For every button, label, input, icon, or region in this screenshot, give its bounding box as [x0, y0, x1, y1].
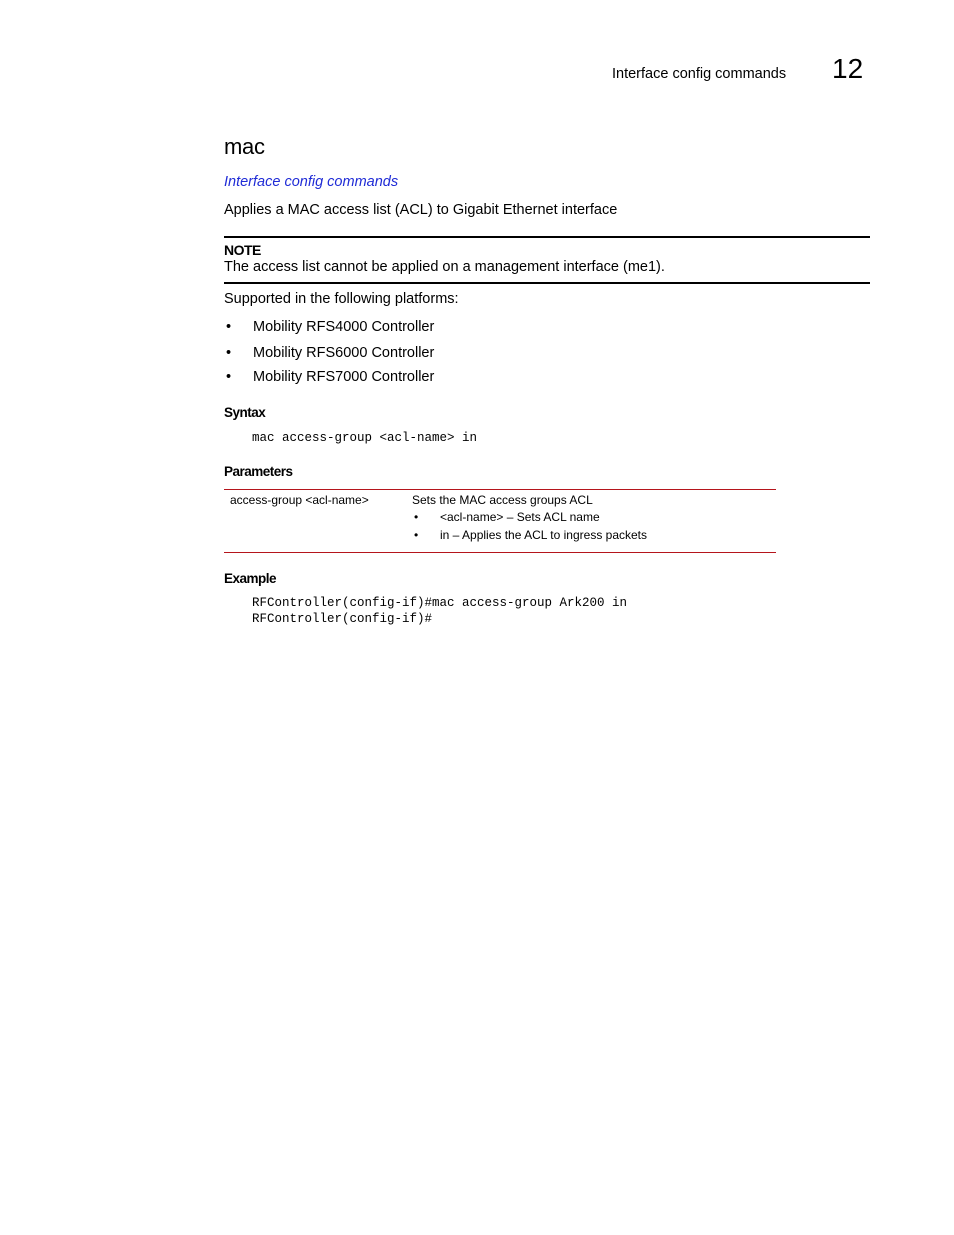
- parameter-description: Sets the MAC access groups ACL: [412, 493, 593, 507]
- bullet-icon: •: [226, 369, 232, 385]
- supported-intro: Supported in the following platforms:: [224, 291, 459, 307]
- chapter-number: 12: [832, 53, 864, 84]
- parameters-heading: Parameters: [224, 464, 293, 479]
- example-code-line: RFController(config-if)#: [252, 612, 433, 626]
- note-text: The access list cannot be applied on a management interface (me1).: [224, 259, 665, 275]
- platform-label: Mobility RFS4000 Controller: [253, 319, 435, 335]
- parameter-subitem-text: <acl-name> – Sets ACL name: [440, 510, 600, 524]
- platform-label: Mobility RFS6000 Controller: [253, 345, 435, 361]
- running-header-section: Interface config commands: [612, 66, 787, 82]
- note-box: [224, 236, 870, 284]
- syntax-code: mac access-group <acl-name> in: [252, 431, 478, 445]
- example-heading: Example: [224, 571, 277, 586]
- parameter-name: access-group <acl-name>: [230, 493, 369, 507]
- syntax-heading: Syntax: [224, 405, 266, 420]
- bullet-icon: •: [414, 528, 419, 542]
- breadcrumb-link[interactable]: Interface config commands: [224, 174, 399, 190]
- page-title: mac: [224, 134, 265, 159]
- parameters-table: [224, 489, 776, 553]
- parameter-subitem-text: in – Applies the ACL to ingress packets: [440, 528, 648, 542]
- bullet-icon: •: [226, 345, 232, 361]
- note-heading: NOTE: [224, 242, 261, 258]
- bullet-icon: •: [226, 319, 232, 335]
- bullet-icon: •: [414, 510, 419, 524]
- platform-label: Mobility RFS7000 Controller: [253, 369, 435, 385]
- example-code-line: RFController(config-if)#mac access-group Ark200 in: [252, 596, 628, 610]
- lead-description: Applies a MAC access list (ACL) to Gigabit Ethernet interface: [224, 202, 618, 218]
